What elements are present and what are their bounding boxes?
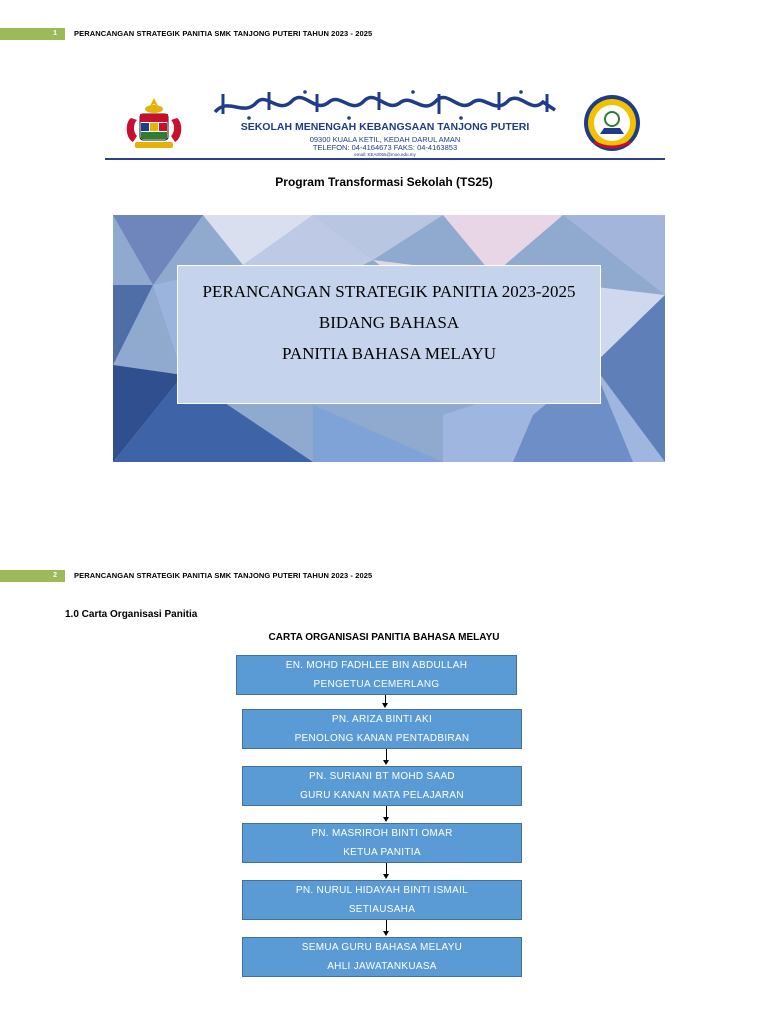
cover-field: BIDANG BAHASA: [318, 313, 460, 332]
org-member-name: PN. ARIZA BINTI AKI: [331, 714, 433, 725]
org-connector: [386, 920, 387, 931]
school-name: SEKOLAH MENENGAH KEBANGSAAN TANJONG PUTERI: [240, 121, 530, 133]
cover-title-box: [177, 265, 601, 404]
arrow-down-icon: [383, 817, 389, 822]
org-connector: [386, 806, 387, 817]
malaysia-crest-icon: [123, 96, 185, 152]
letterhead-divider: [105, 158, 665, 160]
school-letterhead: [105, 88, 665, 162]
org-member-name: EN. MOHD FADHLEE BIN ABDULLAH: [285, 660, 468, 671]
page-header-1: [0, 28, 768, 40]
school-address: 09300 KUALA KETIL, KEDAH DARUL AMAN: [309, 135, 461, 144]
page-header-text: PERANCANGAN STRATEGIK PANITIA SMK TANJONG PUTERI TAHUN 2023 - 2025: [74, 29, 373, 38]
arrow-down-icon: [383, 760, 389, 765]
org-box-committee: [242, 937, 522, 977]
org-member-name: PN. MASRIROH BINTI OMAR: [311, 828, 453, 839]
arrow-down-icon: [383, 874, 389, 879]
section-heading: 1.0 Carta Organisasi Panitia: [65, 609, 198, 620]
org-connector: [386, 863, 387, 874]
page-header-2: [0, 570, 768, 582]
org-member-position: GURU KANAN MATA PELAJARAN: [300, 790, 464, 801]
org-member-name: SEMUA GURU BAHASA MELAYU: [301, 942, 463, 953]
org-box-senior-teacher: [242, 766, 522, 806]
page-header-text: PERANCANGAN STRATEGIK PANITIA SMK TANJONG PUTERI TAHUN 2023 - 2025: [74, 571, 373, 580]
org-member-name: PN. SURIANI BT MOHD SAAD: [309, 771, 455, 782]
cover-banner: [113, 215, 665, 462]
org-box-secretary: [242, 880, 522, 920]
org-member-position: PENOLONG KANAN PENTADBIRAN: [294, 733, 470, 744]
org-connector: [386, 749, 387, 760]
cover-title: PERANCANGAN STRATEGIK PANITIA 2023-2025: [202, 282, 576, 301]
program-subtitle: Program Transformasi Sekolah (TS25): [275, 175, 493, 189]
arabic-school-name: [209, 88, 561, 122]
org-chart-title: CARTA ORGANISASI PANITIA BAHASA MELAYU: [268, 632, 500, 643]
cover-panel-name: PANITIA BAHASA MELAYU: [281, 344, 497, 363]
org-member-position: KETUA PANITIA: [343, 847, 421, 858]
jawi-calligraphy-icon: [209, 88, 561, 122]
school-phone: TELEFON: 04-4164673 FAKS: 04-4163853: [312, 143, 458, 152]
org-member-position: PENGETUA CEMERLANG: [313, 679, 440, 690]
school-logo-icon: [582, 92, 642, 154]
page-number: 2: [0, 570, 65, 582]
page-number: 1: [0, 28, 65, 40]
arrow-down-icon: [383, 931, 389, 936]
org-member-name: PN. NURUL HIDAYAH BINTI ISMAIL: [295, 885, 469, 896]
org-box-senior-assistant: [242, 709, 522, 749]
org-box-principal: [236, 655, 517, 695]
arrow-down-icon: [382, 703, 388, 708]
org-box-panel-head: [242, 823, 522, 863]
school-email: email: KEA0065@moe.edu.my: [354, 152, 416, 157]
org-member-position: SETIAUSAHA: [348, 904, 416, 915]
org-member-position: AHLI JAWATANKUASA: [327, 961, 437, 972]
